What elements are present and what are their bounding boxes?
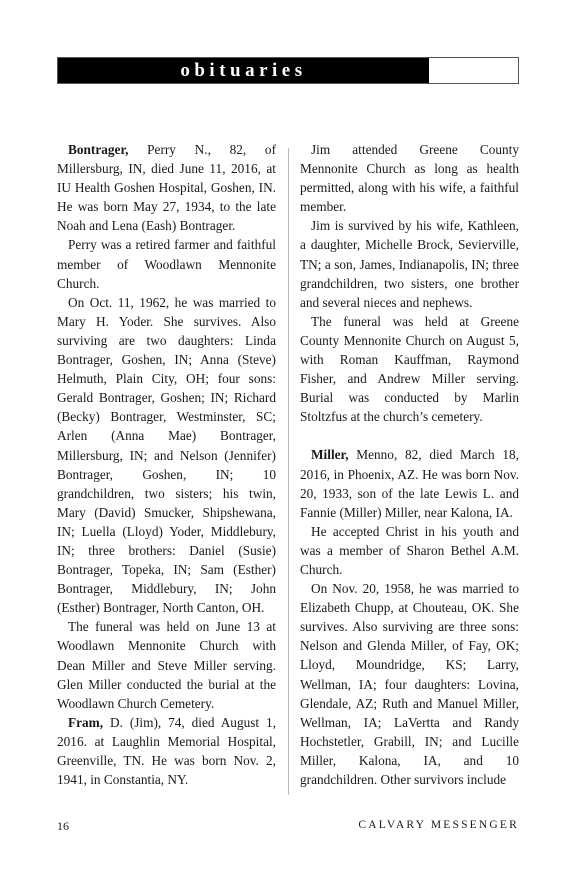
obituary-paragraph: Jim attended Greene County Mennonite Church as long as health permitted, along with his wife, a faithful member. [300, 142, 519, 215]
section-banner-fill [58, 58, 429, 83]
obituary-paragraph: The funeral was held on June 13 at Woodlawn Mennonite Church with Dean Miller and Steve Miller serving. Glen Miller conducted the burial at the Woodlawn Church Cemetery. [57, 619, 276, 711]
page-number: 16 [57, 819, 69, 833]
obituary-paragraph: On Nov. 20, 1958, he was married to Elizabeth Chupp, at Chouteau, OK. She survives. Also surviving are three sons: Nelson and Glenda Miller, of Fay, OK; Lloyd, Moundridge, KS; Larry, Wellman, IA; four daughters: Lovina, Glendale, AZ; Ruth and Manuel Miller, Wellman, IA; LaVertta and Randy Hochstetler, Grabill, IN; and Lucille Miller, Kalona, IA, and 10 grandchildren. Other survivors include [300, 581, 519, 787]
obituary-paragraph: On Oct. 11, 1962, he was married to Mary H. Yoder. She survives. Also surviving are two daughters: Linda Bontrager, Goshen, IN; Anna (Steve) Helmuth, Plain City, OH; four sons: Gerald Bontrager, Goshen; IN; Richard (Becky) Bontrager, Westminster, SC; Arlen (Anna Mae) Bontrager, Millersburg, IN; and Nelson (Jennifer) Bontrager, Goshen, IN; 10 grandchildren, two sisters; his twin, Mary (David) Smucker, Shipshewana, IN; Luella (Lloyd) Yoder, Middlebury, IN; three brothers: Daniel (Susie) Bontrager, Topeka, IN; Sam (Esther) Bontrager, Middlebury, IN; John (Esther) Bontrager, North Canton, OH. [57, 294, 276, 616]
publication-name: CALVARY MESSENGER [358, 819, 519, 831]
obituary-bontrager-intro [57, 140, 276, 235]
obituary-paragraph: Perry was a retired farmer and faithful member of Woodlawn Mennonite Church. [57, 237, 276, 291]
obituary-fram-intro [57, 713, 276, 789]
obituary-miller-intro [300, 445, 519, 521]
section-banner [57, 57, 519, 84]
obituary-paragraph: Jim is survived by his wife, Kathleen, a daughter, Michelle Brock, Sevierville, TN; a son, James, Indianapolis, IN; three grandchildren, two sisters, one brother and several nieces and nephews. [300, 218, 519, 310]
obituary-text: Menno, 82, died March 18, 2016, in Phoenix, AZ. He was born Nov. 20, 1933, son of the late Lewis L. and Fannie (Miller) Miller, near Kalona, IA. [300, 447, 519, 520]
obituary-text: Perry N., 82, of Millersburg, IN, died June 11, 2016, at IU Health Goshen Hospital, Goshen, IN. He was born May 27, 1934, to the late Noah and Lena (Eash) Bontrager. [57, 142, 276, 234]
obituary-name: Fram, [68, 714, 104, 730]
column-divider [288, 148, 289, 795]
right-column [300, 140, 519, 789]
section-title: obituaries [180, 60, 307, 81]
obituary-paragraph: The funeral was held at Greene County Mennonite Church on August 5, with Roman Kauffman, Raymond Fisher, and Andrew Miller serving. Burial was conducted by Marlin Stoltzfus at the church’s cemetery. [300, 313, 519, 425]
obituary-name: Bontrager, [68, 142, 129, 157]
obituary-paragraph: He accepted Christ in his youth and was a member of Sharon Bethel A.M. Church. [300, 523, 519, 577]
obituary-name: Miller, [311, 447, 349, 463]
obituary-text: D. (Jim), 74, died August 1, 2016. at Laughlin Memorial Hospital, Greenville, TN. He was born Nov. 2, 1941, in Constantia, NY. [57, 714, 276, 788]
left-column [57, 140, 276, 789]
